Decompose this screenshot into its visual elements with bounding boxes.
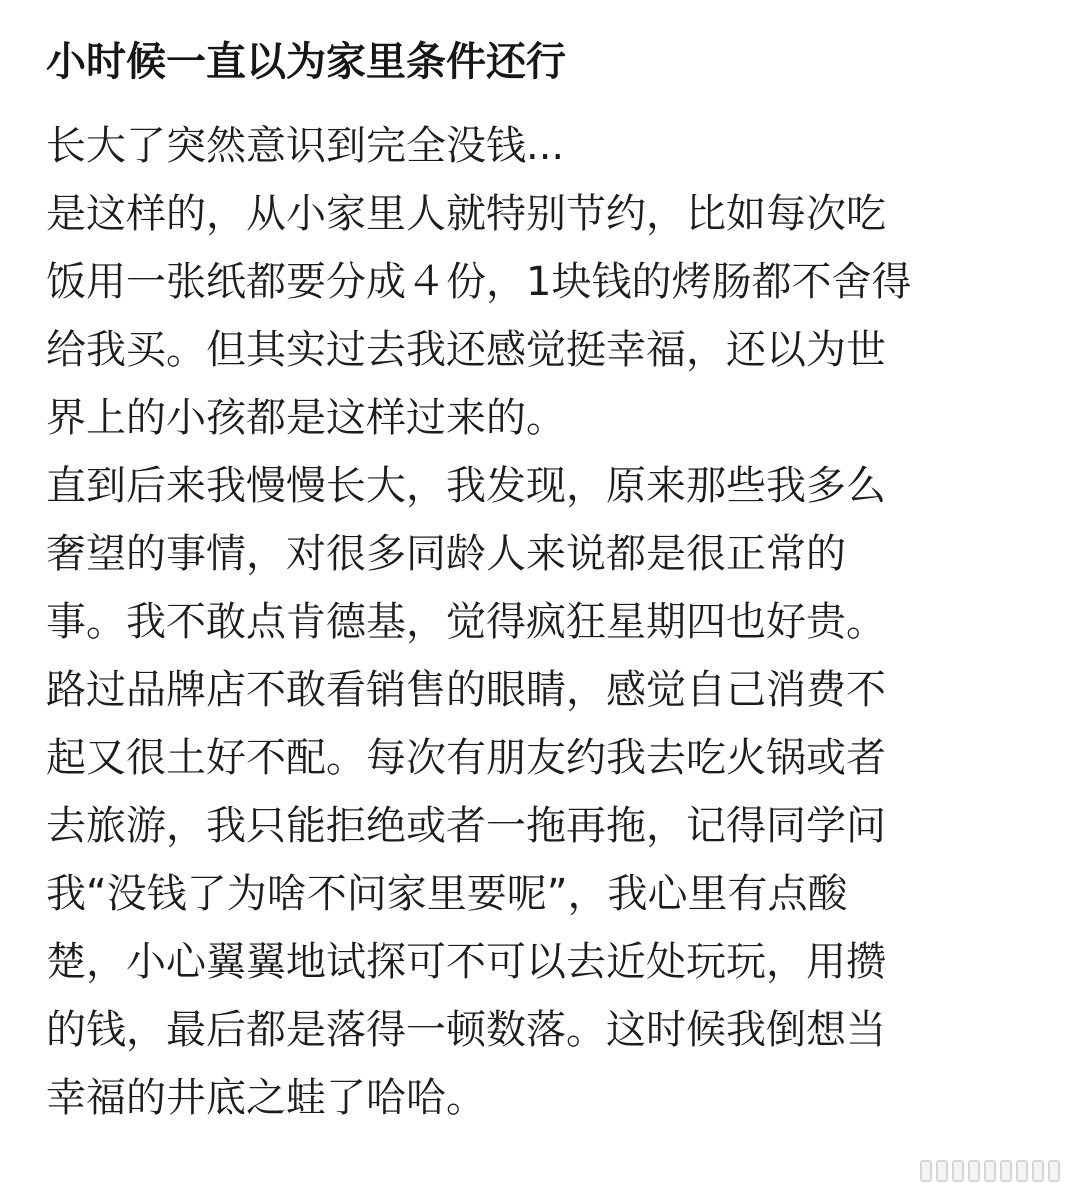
post-line: 路过品牌店不敢看销售的眼睛，感觉自己消费不	[46, 667, 886, 713]
post-line: 长大了突然意识到完全没钱...	[46, 123, 565, 169]
post-line: 是这样的，从小家里人就特别节约，比如每次吃	[46, 191, 886, 237]
post	[46, 34, 1056, 1132]
post-line: 饭用一张纸都要分成４份，1块钱的烤肠都不舍得	[46, 259, 912, 305]
post-line: 给我买。但其实过去我还感觉挺幸福，还以为世	[46, 327, 886, 373]
watermark-bar	[984, 1160, 996, 1182]
post-line: 的钱，最后都是落得一顿数落。这时候我倒想当	[46, 1007, 886, 1053]
post-body	[46, 112, 1056, 1132]
watermark-bar	[936, 1160, 948, 1182]
post-line: 幸福的井底之蛙了哈哈。	[46, 1075, 486, 1121]
post-title: 小时候一直以为家里条件还行	[46, 39, 566, 85]
watermark-icon	[920, 1160, 1060, 1182]
post-line: 去旅游，我只能拒绝或者一拖再拖，记得同学问	[46, 803, 886, 849]
post-line: 直到后来我慢慢长大，我发现，原来那些我多么	[46, 463, 886, 509]
watermark-bar	[1016, 1160, 1028, 1182]
watermark-bar	[1048, 1160, 1060, 1182]
watermark-bar	[968, 1160, 980, 1182]
watermark-bar	[1000, 1160, 1012, 1182]
watermark-bar	[1032, 1160, 1044, 1182]
post-line: 界上的小孩都是这样过来的。	[46, 395, 566, 441]
post-line: 起又很土好不配。每次有朋友约我去吃火锅或者	[46, 735, 886, 781]
watermark-bar	[952, 1160, 964, 1182]
post-line: 楚，小心翼翼地试探可不可以去近处玩玩，用攒	[46, 939, 886, 985]
post-line: 奢望的事情，对很多同龄人来说都是很正常的	[46, 531, 846, 577]
post-line: 我“没钱了为啥不问家里要呢”，我心里有点酸	[46, 871, 848, 917]
watermark-bar	[920, 1160, 932, 1182]
post-line: 事。我不敢点肯德基，觉得疯狂星期四也好贵。	[46, 599, 886, 645]
